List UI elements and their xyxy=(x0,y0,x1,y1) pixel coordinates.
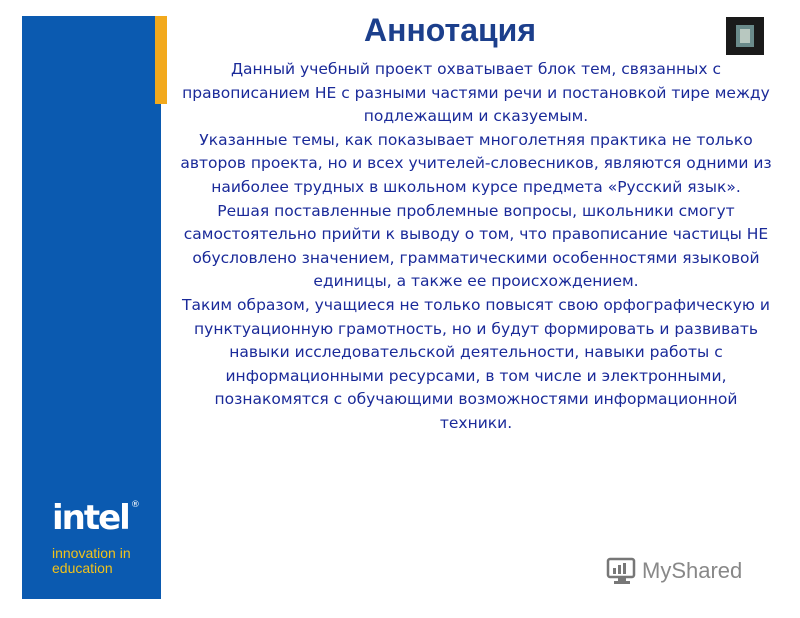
intel-registered-mark: ® xyxy=(130,500,140,510)
myshared-logo-icon xyxy=(606,556,638,586)
annotation-paragraph-2: Указанные темы, как показывает многолетняя практика не только авторов проекта, но и всех учителей-словесников, являются одними из наиболее трудных в школьном курсе предмета «Русский язык». xyxy=(180,130,772,196)
intel-wordmark: intel xyxy=(52,498,129,538)
watermark-text: MyShared xyxy=(642,558,743,583)
intel-tagline xyxy=(52,546,152,576)
annotation-body xyxy=(176,58,776,436)
slide-thumbnail-icon xyxy=(726,17,764,55)
gold-accent-bar xyxy=(155,16,167,104)
side-band-edge xyxy=(18,16,22,599)
annotation-paragraph-3: Решая поставленные проблемные вопросы, школьники смогут самостоятельно прийти к выводу о том, что правописание частицы НЕ обусловлено значением, грамматическими особенностями языковой единицы, а также ее происхождением. xyxy=(183,201,769,291)
tagline-line-1: innovation in xyxy=(52,545,131,561)
myshared-watermark xyxy=(606,555,776,587)
annotation-paragraph-4: Таким образом, учащиеся не только повысят свою орфографическую и пунктуационную грамотность, но и будут формировать и развивать навыки исследовательской деятельности, навыки работы с информационными ресурсами, в том числе и электронными, познакомятся с обучающими возможностями информационной техники. xyxy=(182,295,770,432)
slide-title: Аннотация xyxy=(364,12,536,48)
tagline-line-2: education xyxy=(52,560,113,576)
intel-logo xyxy=(52,500,152,576)
annotation-paragraph-1: Данный учебный проект охватывает блок тем, связанных с правописанием НЕ с разными частями речи и постановкой тире между подлежащим и сказуемым. xyxy=(182,60,770,126)
thumbnail-figure-inner xyxy=(740,29,750,43)
